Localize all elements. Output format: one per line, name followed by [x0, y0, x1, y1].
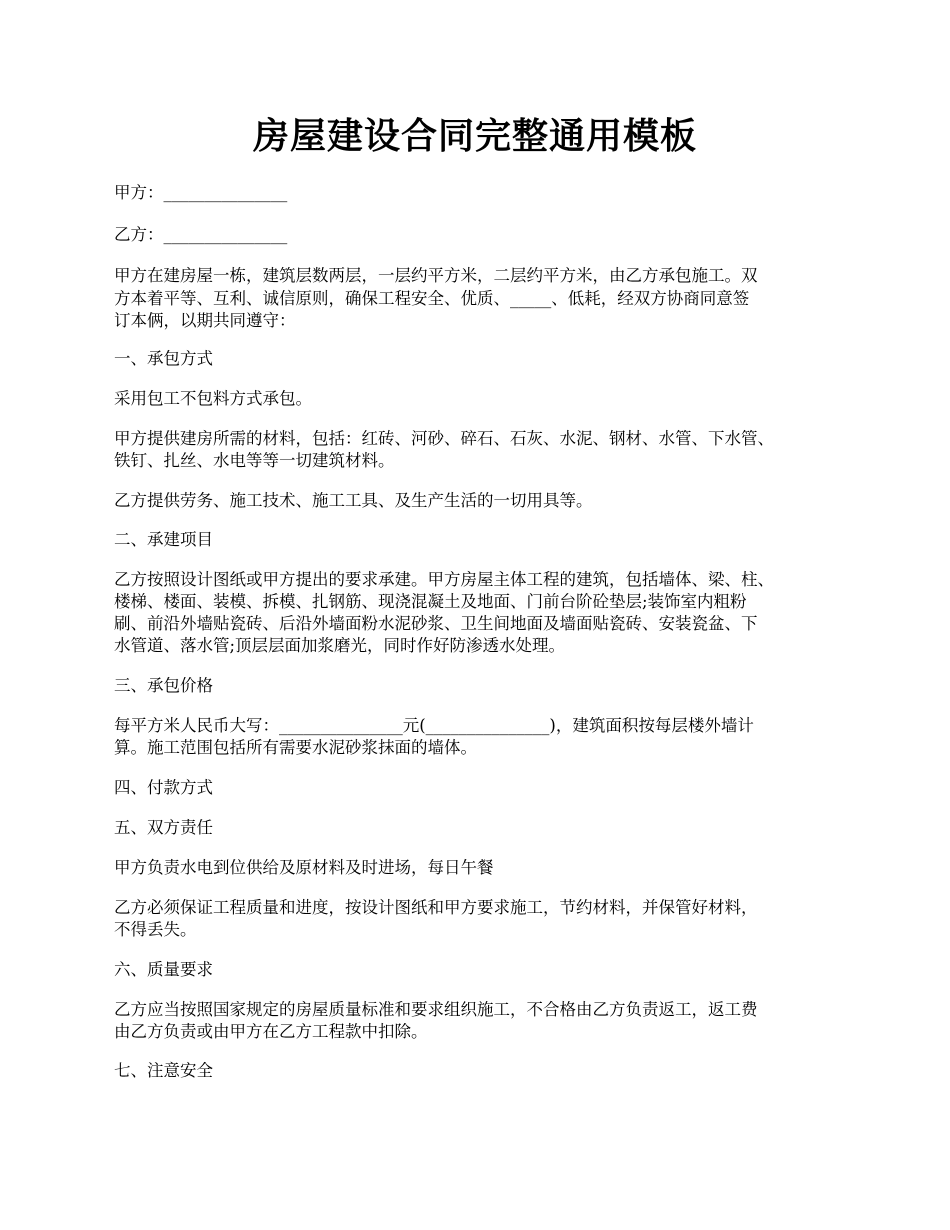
section2-paragraph-line-1: 乙方按照设计图纸或甲方提出的要求承建。甲方房屋主体工程的建筑，包括墙体、梁、柱、 [114, 570, 774, 589]
section2-paragraph-line-2: 楼梯、楼面、装模、拆模、扎钢筋、现浇混凝土及地面、门前台阶砼垫层;装饰室内粗粉 [114, 592, 747, 611]
section-heading-3: 三、承包价格 [114, 676, 213, 695]
section3-paragraph-line-2: 算。施工范围包括所有需要水泥砂浆抹面的墙体。 [114, 738, 477, 757]
section1-paragraph-2-line-1: 甲方提供建房所需的材料，包括：红砖、河砂、碎石、石灰、水泥、钢材、水管、下水管、 [114, 429, 774, 448]
section-heading-1: 一、承包方式 [114, 349, 213, 368]
section2-paragraph-line-4: 水管道、落水管;顶层层面加浆磨光，同时作好防渗透水处理。 [114, 636, 566, 655]
intro-line-3: 订本俩，以期共同遵守： [114, 311, 296, 330]
section-heading-5: 五、双方责任 [114, 818, 213, 837]
section5-paragraph-2-line-2: 不得丢失。 [114, 920, 197, 939]
section6-paragraph-line-1: 乙方应当按照国家规定的房屋质量标准和要求组织施工，不合格由乙方负责返工，返工费 [114, 1000, 758, 1019]
party-b-line: 乙方：_______________ [114, 225, 288, 244]
section-heading-2: 二、承建项目 [114, 530, 213, 549]
section5-paragraph-1: 甲方负责水电到位供给及原材料及时进场，每日午餐 [114, 858, 494, 877]
party-a-line: 甲方：_______________ [114, 183, 288, 202]
section5-paragraph-2-line-1: 乙方必须保证工程质量和进度，按设计图纸和甲方要求施工，节约材料，并保管好材料， [114, 898, 758, 917]
intro-line-1: 甲方在建房屋一栋，建筑层数两层，一层约平方米，二层约平方米，由乙方承包施工。双 [114, 266, 758, 285]
section1-paragraph-1: 采用包工不包料方式承包。 [114, 389, 312, 408]
page-title: 房屋建设合同完整通用模板 [252, 115, 697, 157]
section-heading-4: 四、付款方式 [114, 778, 213, 797]
section3-paragraph-line-1: 每平方米人民币大写：_______________元(_______________)，建筑面积按每层楼外墙计 [114, 716, 754, 735]
section-heading-7: 七、注意安全 [114, 1061, 213, 1080]
section2-paragraph-line-3: 刷、前沿外墙贴瓷砖、后沿外墙面粉水泥砂浆、卫生间地面及墙面贴瓷砖、安装瓷盆、下 [114, 614, 758, 633]
section6-paragraph-line-2: 由乙方负责或由甲方在乙方工程款中扣除。 [114, 1022, 428, 1041]
section1-paragraph-3: 乙方提供劳务、施工技术、施工工具、及生产生活的一切用具等。 [114, 491, 593, 510]
intro-line-2: 方本着平等、互利、诚信原则，确保工程安全、优质、_____、低耗，经双方协商同意签 [114, 289, 750, 308]
section1-paragraph-2-line-2: 铁钉、扎丝、水电等等一切建筑材料。 [114, 451, 395, 470]
section-heading-6: 六、质量要求 [114, 960, 213, 979]
